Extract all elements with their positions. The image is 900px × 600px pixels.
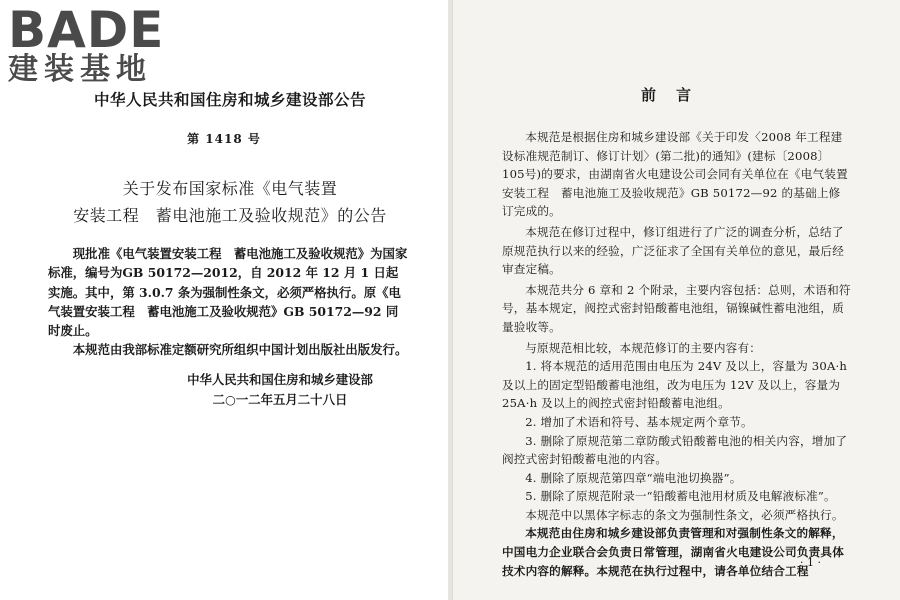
signature-org: 中华人民共和国住房和城乡建设部 [187,372,373,387]
revision-item: 3. 删除了原规范第二章防酸式铅酸蓄电池的相关内容，增加了阀控式密封铅酸蓄电池的内容。 [502,433,848,467]
subject-line: 安装工程 蓄电池施工及验收规范》的公告 [73,206,387,225]
preface-paragraph: 本规范是根据住房和城乡建设部《关于印发〈2008 年工程建设标准规范制订、修订计划〉(第二批)的通知》(建标〔2008〕105号)的要求，由湖南省火电建设公司会同有关单位在《电气装置安装工程 蓄电池施工及验收规范》GB 50172—92 的基础上修订完成的。 [502,130,848,219]
preface-body [502,128,852,580]
preface-paragraph: 本规范共分 6 章和 2 个附录，主要内容包括：总则，术语和符号，基本规定，阀控式密封铅酸蓄电池组，镉镍碱性蓄电池组，质量验收等。 [502,282,851,334]
issuer-title: 中华人民共和国住房和城乡建设部公告 [93,91,366,109]
announcement-number: 第 1418 号 [187,132,261,146]
logo-wordmark: BADE [8,1,165,59]
body-paragraph: 本规范由我部标准定额研究所组织中国计划出版社出版发行。 [72,342,408,358]
signature-date: 二○一二年五月二十八日 [212,392,348,407]
logo-subtitle: 建装基地 [8,52,152,87]
subject-line: 关于发布国家标准《电气装置 [122,179,338,198]
body-paragraph: 现批准《电气装置安装工程 蓄电池施工及验收规范》为国家标准，编号为GB 50172—2012，自 2012 年 12 月 1 日起实施。其中，第 3.0.7 条为强制性条文，必须严格执行。原《电气装置安装工程 蓄电池施工及验收规范》GB 50172—92 同时废止。 [48,246,408,339]
revision-item: 1. 将本规范的适用范围由电压为 24V 及以上，容量为 30A·h 及以上的固定型铅酸蓄电池组，改为电压为 12V 及以上，容量为 25A·h 及以上的阀控式密封铅酸蓄电池组。 [502,359,848,411]
preface-paragraph: 本规范在修订过程中，修订组进行了广泛的调查分析，总结了原规范执行以来的经验，广泛征求了全国有关单位的意见，最后经审查定稿。 [502,224,845,277]
announcement-subject [40,175,420,229]
revision-item: 4. 删除了原规范第四章“端电池切换器”。 [525,470,742,485]
announcement-body [48,244,408,360]
signature-block [130,370,430,410]
revision-item: 2. 增加了术语和符号、基本规定两个章节。 [525,414,753,429]
preface-heading: 前言 [640,86,711,104]
page-number: · 1 · [800,556,821,569]
revision-item: 5. 删除了原规范附录一“铅酸蓄电池用材质及电解液标准”。 [525,489,836,504]
preface-paragraph: 本规范由住房和城乡建设部负责管理和对强制性条文的解释，中国电力企业联合会负责日常管理，湖南省火电建设公司负责具体技术内容的解释。本规范在执行过程中，请各单位结合工程 [502,526,845,578]
preface-paragraph: 与原规范相比较，本规范修订的主要内容有： [525,340,762,355]
preface-paragraph: 本规范中以黑体字标志的条文为强制性条文，必须严格执行。 [525,507,844,522]
